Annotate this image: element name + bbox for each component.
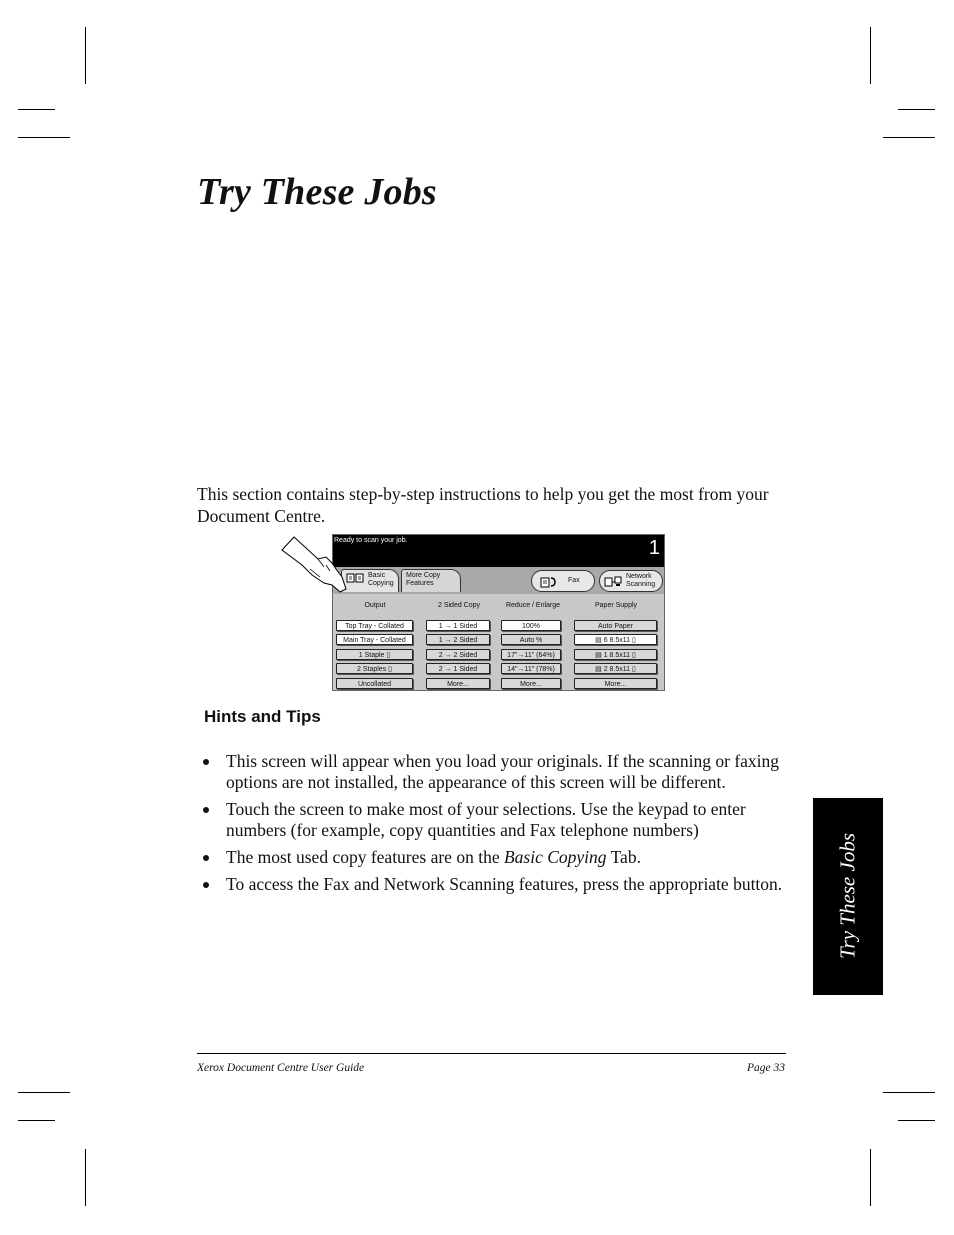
crop-mark: [85, 27, 86, 84]
footer-rule: [197, 1053, 786, 1054]
bullet-icon: [203, 807, 209, 813]
pointing-hand-icon: [280, 535, 350, 595]
bullet-icon: [203, 855, 209, 861]
hint-text: Tab.: [606, 847, 641, 867]
copy-count: 1: [648, 537, 660, 559]
tab-label: Copying: [367, 580, 394, 587]
option-button[interactable]: 2 Staples ▯: [336, 663, 413, 674]
tab-label: More Copy: [406, 572, 441, 579]
hint-text: This screen will appear when you load your originals. If the scanning or faxing options are not installed, the appearance of this screen will be different.: [226, 751, 780, 792]
basic-copying-panel: [333, 594, 664, 691]
list-item: [203, 874, 788, 895]
option-button[interactable]: More...: [426, 678, 490, 689]
option-button[interactable]: 14"→11" (78%): [501, 663, 561, 674]
fax-icon: [540, 575, 558, 588]
crop-mark: [870, 1149, 871, 1206]
touch-screen: [332, 534, 665, 691]
option-button[interactable]: 2 → 2 Sided: [426, 649, 490, 660]
crop-mark: [898, 109, 935, 110]
option-button[interactable]: 100%: [501, 620, 561, 631]
network-scan-icon: [604, 575, 622, 588]
network-label: Scanning: [626, 581, 656, 588]
option-button[interactable]: More...: [574, 678, 657, 689]
footer-guide-title: Xerox Document Centre User Guide: [197, 1062, 365, 1074]
list-item: [203, 799, 788, 841]
bullet-icon: [203, 759, 209, 765]
option-button[interactable]: Auto %: [501, 634, 561, 645]
intro-paragraph: This section contains step-by-step instructions to help you get the most from your Document Centre.: [197, 484, 769, 526]
crop-mark: [883, 137, 935, 138]
page-title: Try These Jobs: [197, 171, 437, 213]
fax-label: Fax: [568, 577, 580, 584]
tab-label: Basic: [367, 572, 386, 579]
option-button[interactable]: 1 Staple ▯: [336, 649, 413, 660]
tab-more-copy-features[interactable]: [401, 569, 461, 592]
option-button[interactable]: ▤ 6 8.5x11 ▯: [574, 634, 657, 645]
hints-heading: Hints and Tips: [204, 707, 321, 726]
hint-emphasis: Basic Copying: [503, 847, 607, 867]
tab-label: Features: [406, 580, 434, 587]
option-button[interactable]: 1 → 1 Sided: [426, 620, 490, 631]
crop-mark: [85, 1149, 86, 1206]
crop-mark: [18, 109, 55, 110]
network-scanning-button[interactable]: [599, 570, 663, 592]
list-item: [203, 751, 788, 793]
status-message: Ready to scan your job.: [334, 537, 408, 544]
option-button[interactable]: Top Tray - Collated: [336, 620, 413, 631]
option-button[interactable]: Uncollated: [336, 678, 413, 689]
hint-text: The most used copy features are on the: [226, 847, 504, 867]
crop-mark: [898, 1120, 935, 1121]
option-button[interactable]: Auto Paper: [574, 620, 657, 631]
crop-mark: [883, 1092, 935, 1093]
option-button[interactable]: ▤ 1 8.5x11 ▯: [574, 649, 657, 660]
side-tab-label: Try These Jobs: [835, 833, 860, 959]
option-button[interactable]: ▤ 2 8.5x11 ▯: [574, 663, 657, 674]
tab-bar: [333, 567, 664, 594]
bullet-icon: [203, 882, 209, 888]
fax-button[interactable]: [531, 570, 595, 592]
status-bar: [333, 535, 664, 567]
crop-mark: [870, 27, 871, 84]
section-side-tab: [813, 798, 883, 995]
column-header: 2 Sided Copy: [437, 602, 481, 609]
option-button[interactable]: More...: [501, 678, 561, 689]
footer-page-number: Page 33: [746, 1062, 785, 1074]
hints-list: [203, 751, 788, 901]
column-header: Reduce / Enlarge: [505, 602, 561, 609]
crop-mark: [18, 1092, 70, 1093]
option-button[interactable]: 17"→11" (64%): [501, 649, 561, 660]
crop-mark: [18, 1120, 55, 1121]
crop-mark: [18, 137, 70, 138]
hint-text: Touch the screen to make most of your selections. Use the keypad to enter numbers (for example, copy quantities and Fax telephone numbers): [226, 799, 746, 840]
option-button[interactable]: Main Tray - Collated: [336, 634, 413, 645]
list-item: [203, 847, 788, 868]
column-header: Output: [364, 602, 386, 609]
column-header: Paper Supply: [594, 602, 638, 609]
option-button[interactable]: 1 → 2 Sided: [426, 634, 490, 645]
option-button[interactable]: 2 → 1 Sided: [426, 663, 490, 674]
network-label: Network: [626, 573, 652, 580]
hint-text: To access the Fax and Network Scanning features, press the appropriate button.: [226, 874, 783, 894]
